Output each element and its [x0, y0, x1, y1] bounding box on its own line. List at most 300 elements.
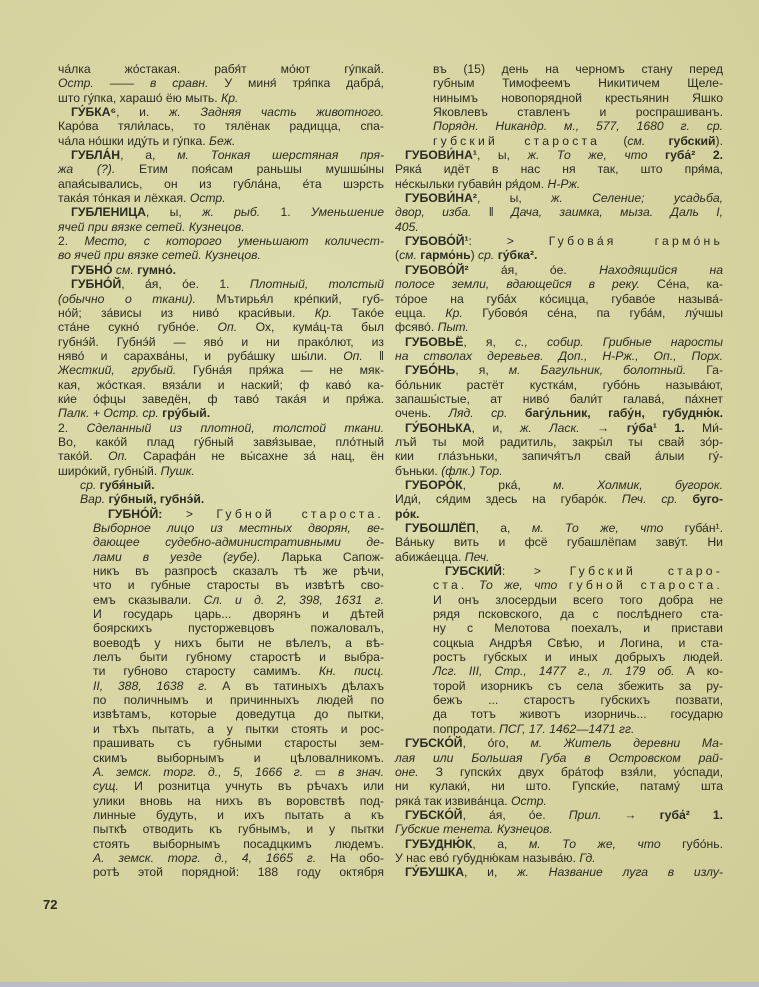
text-run: ( — [600, 133, 628, 148]
text-run: ста́не сукно́ губно́е. — [58, 320, 218, 335]
text-line — [58, 91, 384, 105]
text-line — [395, 134, 723, 148]
text-run: → — [579, 420, 627, 435]
text-line — [395, 335, 723, 349]
text-line — [395, 679, 723, 693]
italic-text: (обычно о ткани). — [58, 291, 196, 306]
italic-text: полосе земли, вдающейся в реку. — [395, 277, 641, 292]
text-run: , а, — [475, 521, 532, 535]
text-line — [58, 564, 384, 578]
text-run: 1. — [260, 205, 311, 220]
italic-text: Жесткий, грубый. — [58, 363, 177, 378]
text-line — [58, 607, 384, 621]
text-line — [58, 664, 384, 678]
text-line — [58, 205, 384, 219]
italic-text: Ляд. ср. — [448, 406, 508, 421]
text-run: ‖ — [471, 205, 512, 220]
text-run: Иди́, ся́дим здесь на губаро́к. — [395, 492, 622, 507]
text-line — [395, 593, 723, 607]
text-line — [58, 76, 384, 90]
italic-text: ср. — [478, 248, 495, 263]
italic-text: Н-Рж. — [547, 176, 581, 191]
text-line — [58, 593, 384, 607]
text-run: лъй ты мой радитиль, закры́л ты свай зо́р- — [395, 434, 723, 449]
text-line — [395, 751, 723, 765]
text-run: ) — [470, 248, 479, 263]
text-run: кии гла́зъньки, запичя́тъл свай а́лыи гу́- — [395, 449, 723, 464]
text-run: по поличнымъ и причинныхъ людей по — [93, 693, 384, 708]
text-line — [395, 406, 723, 420]
text-run: торой изорникъ съ села збежить за ру- — [433, 678, 723, 693]
italic-text: ж. Ласк. — [520, 420, 580, 435]
text-run: прашивать съ губными старосты зем- — [93, 736, 384, 751]
headword: ГУБОВИ́НА² — [405, 191, 477, 206]
headword: ГУБОРО́К — [405, 477, 463, 492]
headword: ГУБСКО́Й — [405, 736, 463, 751]
text-line — [58, 679, 384, 693]
text-line — [395, 837, 723, 851]
headword: гармо́нь — [416, 248, 471, 263]
text-run: соцкыа Андрѣя Свѣю, и Логина, и ста- — [433, 635, 723, 650]
italic-text: II, 388, 1638 г. — [93, 678, 208, 693]
italic-text: см. — [112, 262, 138, 277]
headword: ГУБОВИ́НА¹ — [405, 148, 477, 163]
text-run: , и, — [471, 420, 521, 435]
headword: ГУБЛА́Н — [71, 148, 121, 163]
text-run: не́скыльки губави́н ря́дом. — [395, 176, 548, 191]
italic-text: лами в уезде (губе). — [93, 549, 261, 564]
text-run: , а, — [120, 148, 178, 163]
text-run: Ох, кума́ц-та был — [237, 320, 384, 335]
text-run: ча́ла но́шки иду́ть и гу́пка. — [58, 133, 210, 148]
text-run: кая, жо́сткая. вяза́ли и наский; ф каво́ ка- — [58, 377, 384, 392]
text-run: така́я то́нкая и лёхкая. — [58, 191, 190, 206]
text-line — [395, 736, 723, 750]
text-run: А въ татиныхъ дѣлахъ — [207, 678, 384, 693]
text-line — [395, 205, 723, 219]
text-run: У миня́ тря́пка дабра́, — [208, 76, 384, 91]
text-line — [58, 636, 384, 650]
text-line — [58, 119, 384, 133]
text-run: бъньки. — [395, 463, 442, 478]
text-line — [58, 621, 384, 635]
italic-text: Остр. — [511, 793, 547, 808]
text-line — [58, 421, 384, 435]
text-line — [58, 191, 384, 205]
spaced-phrase: Губной староста. — [216, 506, 384, 521]
italic-text: оне. — [395, 764, 419, 779]
text-run: фсяво́. — [395, 320, 438, 335]
text-run: 2. — [58, 420, 87, 435]
text-run: Во, како́й плад гу́бный завя́зывае, пло́тный — [58, 434, 384, 449]
italic-text: Остр. — [58, 76, 94, 91]
italic-text: двор, изба. — [395, 205, 472, 220]
text-line — [395, 707, 723, 721]
italic-text: Гд. — [579, 850, 596, 865]
text-line — [58, 349, 384, 363]
text-line — [395, 794, 723, 808]
text-line — [58, 105, 384, 119]
text-run: , а́я, о́е. 1. — [121, 277, 250, 292]
text-line — [395, 248, 723, 262]
text-run: а́я, о́е. — [468, 262, 600, 277]
headword: губя́ный. — [96, 477, 155, 492]
text-line — [395, 162, 723, 176]
text-run: Га- — [686, 363, 723, 378]
text-line — [395, 449, 723, 463]
text-run: , ы, — [476, 191, 552, 206]
italic-text: жа (?). — [58, 162, 116, 177]
text-run: , я, — [455, 363, 509, 378]
text-line — [395, 779, 723, 793]
text-run: никъ въ разпросѣ сказалъ тѣ же рѣчи, — [93, 564, 384, 579]
headword: гу́бный, губнэ́й. — [105, 492, 205, 507]
text-line — [395, 378, 723, 392]
italic-text: Пыт. — [437, 320, 469, 335]
text-line — [58, 306, 384, 320]
italic-text: ж. Задняя часть животного. — [169, 105, 384, 120]
text-line — [395, 464, 723, 478]
italic-text: Беж. — [209, 133, 236, 148]
text-line — [58, 492, 384, 506]
italic-text: в знач. — [337, 764, 385, 779]
italic-text: м. Тонкая шерстяная пря- — [177, 148, 385, 163]
text-run: бежъ ... старостъ губскихъ позвати, — [433, 693, 723, 708]
text-run: , рка́, — [462, 477, 554, 492]
italic-text: Кр. — [314, 305, 333, 320]
text-line — [395, 808, 723, 822]
italic-text: см. — [399, 248, 417, 263]
italic-text: Печ. ср. — [621, 492, 678, 507]
text-run: скимъ выборнымъ и цѣловалникомъ. — [93, 750, 384, 765]
text-line — [395, 263, 723, 277]
italic-text: во ячей при вязке сетей. Кузнецов. — [58, 248, 261, 263]
text-line — [395, 621, 723, 635]
text-run: И государь царь... дворянъ и дѣтей — [93, 607, 384, 622]
headword: гу́ба¹ 1. — [626, 420, 685, 435]
text-run: Тако́е — [332, 305, 384, 320]
text-run: извѣтамъ, которые доведутца до пытки, — [93, 707, 384, 722]
italic-text: Губские тенета. Кузнецов. — [395, 822, 553, 837]
text-line — [58, 707, 384, 721]
text-run: ни кулаки́, ни што. Гупски́е, патаму́ шта — [395, 779, 723, 794]
text-run: —— — [93, 76, 150, 91]
headword: ГУБОШЛЁП — [405, 521, 476, 535]
text-line — [395, 76, 723, 90]
spaced-phrase: Губова́я гармо́нь — [548, 234, 723, 249]
italic-text: Прил. — [568, 807, 602, 822]
text-run: ецца. — [395, 305, 446, 320]
text-line — [395, 607, 723, 621]
spaced-phrase: ста. — [433, 578, 468, 593]
text-line — [395, 62, 723, 76]
text-run: нинымъ новопорядной крестьянин Яшко — [433, 90, 723, 105]
italic-text: Выборное лицо из местных дворян, ве- — [93, 521, 384, 535]
text-line — [58, 148, 384, 162]
text-line — [58, 406, 384, 420]
text-line — [395, 822, 723, 836]
text-line — [58, 292, 384, 306]
headword: ГУБОВО́Й² — [405, 262, 469, 277]
text-run: , и. — [116, 105, 170, 120]
text-run: , ы, — [476, 148, 528, 163]
text-run: пыткѣ отводить къ губнымъ, и у пытки — [93, 822, 384, 837]
text-run: Ряка́ идёт в нас ня так, што пря́ма, — [395, 162, 723, 177]
italic-text: ж. То же, что — [527, 148, 648, 163]
text-run: ‖ — [362, 348, 384, 363]
italic-text: Печ. — [464, 549, 490, 564]
italic-text: Плотный, толстый — [249, 277, 384, 292]
text-line — [395, 363, 723, 377]
text-line — [395, 119, 723, 133]
text-run: да тотъ животъ изорничь... государю — [433, 707, 723, 722]
text-line — [58, 392, 384, 406]
italic-text: Кр. — [221, 90, 239, 105]
headword: ГУБОВЬЁ — [405, 334, 464, 349]
text-run: ряка́ так извива́нца. — [395, 793, 512, 808]
headword: ГУБО́НЬ — [405, 363, 456, 378]
headword: губа́² 1. — [659, 807, 723, 822]
text-run: что и губные старосты въ извѣтѣ сво- — [93, 578, 384, 593]
text-line — [58, 578, 384, 592]
text-run: Ларька Сапож- — [260, 549, 384, 564]
text-line — [58, 865, 384, 879]
italic-text: Оп. — [217, 320, 238, 335]
headword: ГУБНО́ — [71, 262, 113, 277]
text-line — [58, 535, 384, 549]
spaced-phrase: губной староста. — [568, 578, 723, 593]
text-run: улики вновь на нихъ въ воровствѣ под- — [93, 793, 384, 808]
text-line — [395, 234, 723, 248]
text-run: : > — [468, 234, 549, 249]
headword: ГУБСКИЙ — [445, 564, 502, 579]
text-run: 2. — [58, 234, 85, 249]
text-run: → — [601, 807, 660, 822]
text-line — [395, 722, 723, 736]
italic-text: 405. — [395, 219, 419, 234]
text-run: , и, — [464, 865, 518, 880]
text-run: попродати. — [433, 721, 500, 736]
text-run: въ (15) день на черномъ стану перед — [433, 62, 723, 76]
text-run: ти губново старосту самимъ. — [93, 664, 319, 679]
text-line — [395, 564, 723, 578]
italic-text: м. Холмик, бугорок. — [553, 477, 724, 492]
text-line — [58, 837, 384, 851]
italic-text: А. земск. торг. д., 5, 1666 г. — [93, 764, 304, 779]
text-line — [395, 435, 723, 449]
italic-text: Оп. — [343, 348, 363, 363]
text-line — [395, 277, 723, 291]
text-run: Се́на, ка- — [640, 277, 723, 292]
headword: ГУБУДНЮ́К — [405, 836, 473, 851]
text-line — [395, 220, 723, 234]
text-line — [58, 550, 384, 564]
text-line — [395, 550, 723, 564]
text-line — [58, 521, 384, 535]
text-run: ча́лка жо́стакая. рабя́т мо́ют гу́пкай. — [58, 62, 384, 76]
italic-text: сущ. — [93, 779, 119, 794]
italic-text: Сделанный из плотной, толстой ткани. — [86, 420, 384, 435]
text-line — [395, 148, 723, 162]
text-line — [58, 378, 384, 392]
text-run: губнэ́й. Губнэ́й — яво́ и ни прако́лют, из — [58, 334, 384, 349]
text-line — [58, 751, 384, 765]
text-run: Мътирья́л кре́пкий, губ- — [195, 291, 384, 306]
text-run: Сарафа́н не вы́сахне за́ нац, ён — [127, 449, 384, 464]
text-run: Каро́ва тяли́лась, то тялёнак радицца, спа- — [58, 119, 384, 134]
italic-text: Оп. — [108, 449, 128, 464]
text-run: Губна́я пря́жа — не мяк- — [176, 363, 384, 378]
page-number: 72 — [43, 897, 58, 912]
italic-text: ж. рыб. — [202, 205, 261, 220]
text-run: очень. — [395, 406, 449, 421]
text-line — [395, 521, 723, 535]
text-run: абижа́ецца. — [395, 549, 465, 564]
text-run: Губово́я се́на, па губа́м, лу́чшы — [462, 305, 723, 320]
italic-text: Палк. + Остр. ср. — [58, 406, 159, 421]
text-line — [395, 765, 723, 779]
text-line — [58, 822, 384, 836]
italic-text: ПСГ, 17. 1462—1471 гг. — [499, 721, 635, 736]
text-run: запашы́стые, ат ниво́ бали́т галава́, па́хнет — [395, 391, 723, 406]
text-line — [58, 507, 384, 521]
text-line — [395, 578, 723, 592]
italic-text: То же, что — [467, 578, 569, 593]
text-line — [58, 177, 384, 191]
text-line — [395, 105, 723, 119]
italic-text: ячей при вязке сетей. Кузнецов. — [58, 219, 245, 234]
text-run: На обо- — [316, 850, 384, 865]
text-line — [395, 392, 723, 406]
text-run: ( — [395, 248, 400, 263]
text-line — [58, 478, 384, 492]
text-run: емъ сказывали. — [93, 592, 204, 607]
text-run: лелъ быти губному старостѣ и выбра- — [93, 650, 384, 665]
italic-text: с., собир. Грибные наросты — [515, 334, 723, 349]
text-run: ки́е о́фцы заведён, ф таво́ така́я и пря́жа. — [58, 391, 384, 406]
italic-text: ж. Название луга в излу- — [517, 865, 723, 880]
italic-text: Остр. — [189, 191, 226, 206]
text-run: И онъ злосердыи всего того добра не — [433, 592, 723, 607]
text-line — [58, 248, 384, 262]
italic-text: ж. Селение; усадьба, — [551, 191, 723, 206]
text-run: стоять выборнымъ посадцкимъ людемъ. — [93, 836, 384, 851]
text-line — [58, 779, 384, 793]
text-run: губо́нь. — [660, 836, 723, 851]
text-line — [395, 650, 723, 664]
headword: губа́² 2. — [647, 148, 723, 163]
text-run: З гупски́х двух бра́тоф взя́ли, уо́спади, — [418, 764, 723, 779]
text-line — [58, 449, 384, 463]
text-line — [395, 292, 723, 306]
text-line — [395, 636, 723, 650]
text-line — [395, 320, 723, 334]
headword: гу́бка². — [494, 248, 538, 263]
text-run: , о́го, — [462, 736, 531, 751]
text-line — [58, 62, 384, 76]
text-run: Ва́ньку вить и фсё губашлёпам заву́т. Ни — [395, 535, 723, 550]
text-line — [395, 693, 723, 707]
text-line — [395, 478, 723, 492]
text-line — [58, 650, 384, 664]
text-line — [395, 306, 723, 320]
text-run: У нас ево́ губудню́кам называ́ю. — [395, 850, 580, 865]
text-run: , ы, — [145, 205, 203, 220]
headword: гумно́. — [137, 262, 177, 277]
right-column — [395, 62, 723, 880]
text-run: няво́ и сарахва́ны, и руба́шку шы́ли. — [58, 348, 344, 363]
text-line — [58, 464, 384, 478]
italic-text: дающее судебно-административными де- — [93, 535, 384, 550]
headword: губский — [645, 133, 716, 148]
text-line — [58, 435, 384, 449]
text-run: то́рое на губа́х ко́сицца, губаво́е называ́- — [395, 291, 723, 306]
italic-text: Кн. писц. — [318, 664, 384, 679]
headword: багу́льник, габу́н, губудню́к. — [507, 406, 724, 421]
text-run: тако́й. — [58, 449, 109, 464]
headword: буго- — [677, 492, 724, 507]
text-line — [58, 277, 384, 291]
text-line — [58, 765, 384, 779]
italic-text: ср. — [80, 477, 97, 492]
text-run: ну с Мелотова поехалъ, и пристави — [433, 621, 723, 636]
text-line — [58, 162, 384, 176]
text-run: > — [185, 506, 217, 521]
italic-text: Порядн. Никандр. м., 577, 1680 г. ср. — [433, 119, 723, 134]
text-run: но́й; за́висы из ниво́ краси́выи. — [58, 305, 315, 320]
italic-text: Уменьшение — [310, 205, 384, 220]
text-line — [395, 177, 723, 191]
text-run: ростъ губскых и иных добрыхъ людей. — [433, 650, 723, 665]
text-line — [395, 349, 723, 363]
italic-text: А. земск. торг. д., 4, 1665 г. — [93, 850, 317, 865]
text-line — [58, 794, 384, 808]
text-run: бо́льник растёт кустка́м, губо́нь называ́ют, — [395, 377, 723, 392]
italic-text: Лсг. III, Стр., 1477 г., л. 179 об. — [433, 664, 675, 679]
text-line — [58, 851, 384, 865]
text-run: ротѣ этой порядной: 188 году октября — [93, 865, 384, 880]
text-line — [58, 722, 384, 736]
text-line — [395, 664, 723, 678]
italic-text: лая или Большая Губа в Островском рай- — [395, 750, 723, 765]
text-line — [58, 693, 384, 707]
text-line — [58, 363, 384, 377]
text-run: широ́кий, губны́й. — [58, 463, 161, 478]
text-line — [395, 91, 723, 105]
italic-text: Находящийся на — [599, 262, 723, 277]
spaced-phrase: Губский старо- — [569, 564, 723, 579]
spaced-phrase: губский староста — [433, 133, 601, 148]
text-run: И рознитца учнуть въ рѣчахъ или — [118, 779, 384, 794]
text-line — [395, 851, 723, 865]
text-run: губа́н¹. — [663, 521, 724, 535]
text-run: , а́я, о́е. — [462, 807, 569, 822]
text-run: линные будуть, и ихъ пытать а къ — [93, 807, 384, 822]
text-line — [58, 808, 384, 822]
text-run: губным Тимофеемъ Никитичем Щеле- — [433, 76, 723, 91]
text-line — [395, 535, 723, 549]
text-run: апая́сывались, он из губла́на, е́та шэрсть — [58, 176, 384, 191]
headword: ГУБОВО́Й¹ — [405, 234, 469, 249]
text-line — [395, 421, 723, 435]
text-run: ▭ — [303, 764, 338, 779]
italic-text: (флк.) Тор. — [441, 463, 503, 478]
italic-text: Место, с которого уменьшают количест- — [84, 234, 384, 249]
headword: ГУБСКО́Й — [405, 807, 463, 822]
headword: ГУБЛЕНИЦА — [71, 205, 146, 220]
italic-text: см. — [627, 133, 646, 148]
text-line — [58, 134, 384, 148]
